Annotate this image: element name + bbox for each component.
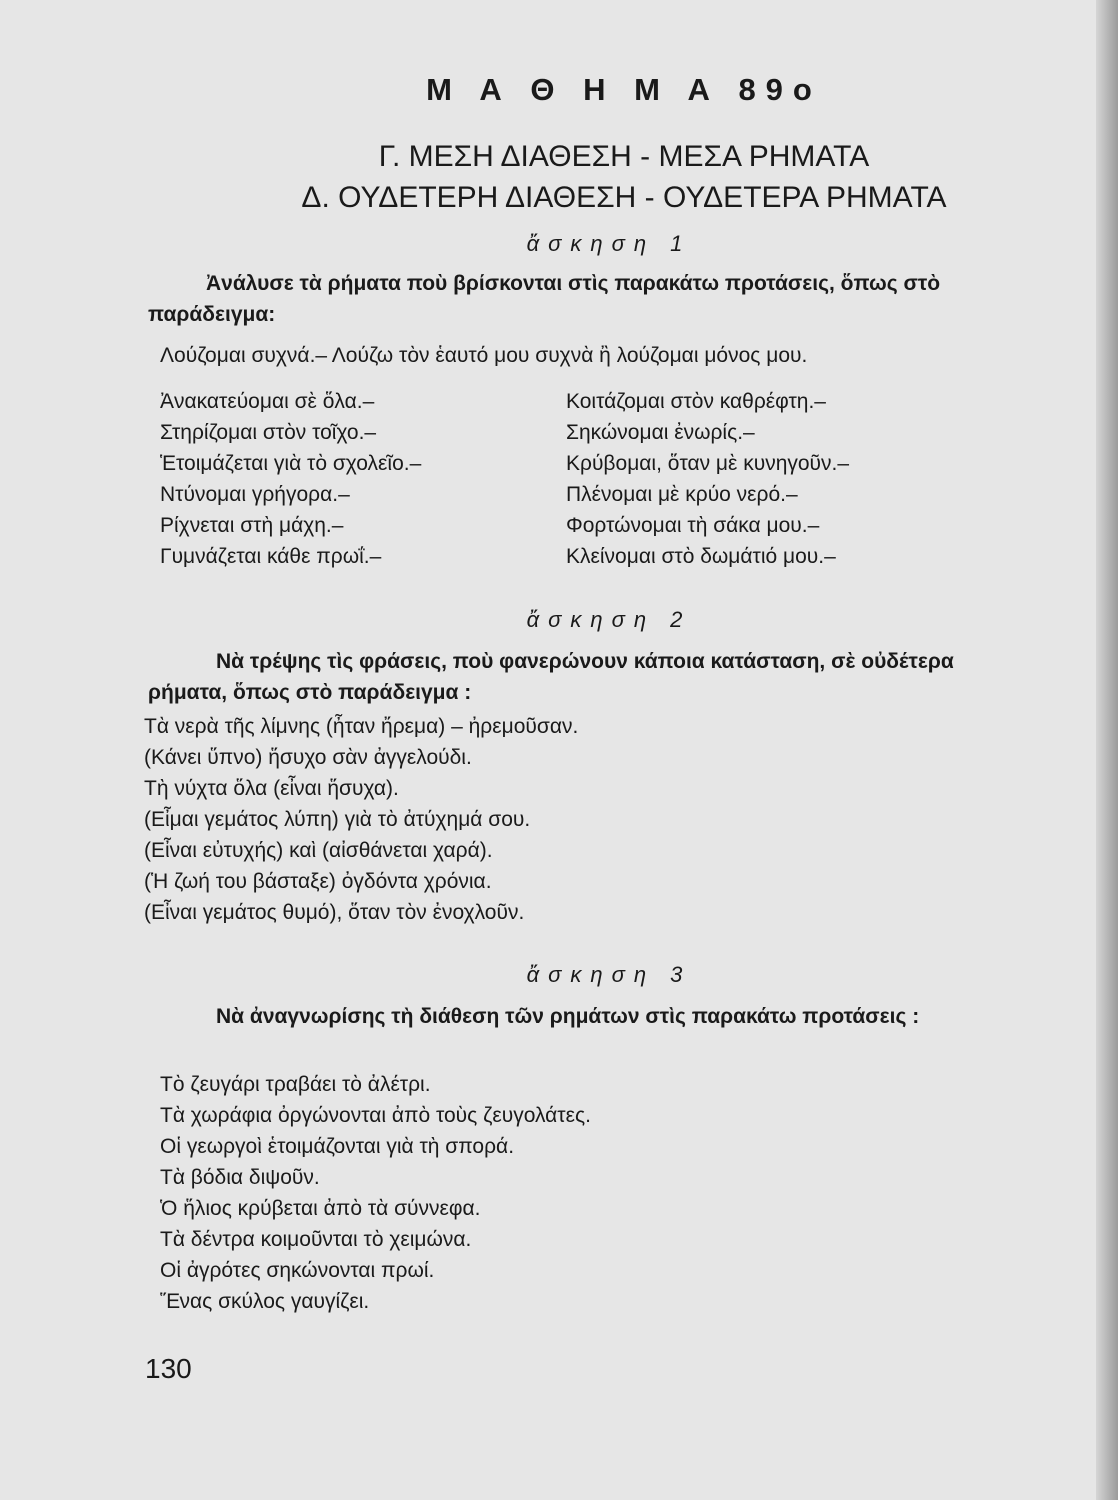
ex2-line: (Εἶναι εὐτυχής) καὶ (αἰσθάνεται χαρά). bbox=[144, 839, 493, 862]
ex3-line: Τὰ βόδια διψοῦν. bbox=[160, 1166, 320, 1189]
exercise-3-label: ἄσκηση 3 bbox=[526, 962, 692, 987]
ex3-line: Τὸ ζευγάρι τραβάει τὸ ἀλέτρι. bbox=[160, 1073, 431, 1096]
ex1-right-item: Κλείνομαι στὸ δωμάτιό μου.– bbox=[566, 545, 836, 568]
section-title-middle-voice: Γ. ΜΕΣΗ ΔΙΑΘΕΣΗ - ΜΕΣΑ ΡΗΜΑΤΑ bbox=[378, 140, 870, 173]
page-number: 130 bbox=[145, 1353, 192, 1384]
exercise-1-example: Λούζομαι συχνά.– Λούζω τὸν ἑαυτό μου συχνὰ ἢ λούζομαι μόνος μου. bbox=[160, 344, 808, 367]
exercise-1-label: ἄσκηση 1 bbox=[526, 231, 692, 256]
ex1-left-item: Στηρίζομαι στὸν τοῖχο.– bbox=[160, 421, 377, 444]
ex1-left-item: Ρίχνεται στὴ μάχη.– bbox=[160, 514, 344, 537]
exercise-2-label: ἄσκηση 2 bbox=[526, 607, 692, 632]
ex2-line: (Εἶμαι γεμάτος λύπη) γιὰ τὸ ἀτύχημά σου. bbox=[144, 808, 531, 831]
ex2-line: (Κάνει ὕπνο) ἥσυχο σὰν ἀγγελούδι. bbox=[144, 746, 472, 769]
ex1-right-item: Φορτώνομαι τὴ σάκα μου.– bbox=[566, 514, 820, 537]
exercise-3-instruction: Νὰ ἀναγνωρίσης τὴ διάθεση τῶν ρημάτων στὶς παρακάτω προτάσεις : bbox=[216, 1005, 920, 1028]
ex1-right-item: Σηκώνομαι ἐνωρίς.– bbox=[566, 421, 755, 444]
ex2-line: (Ἡ ζωή του βάσταξε) ὀγδόντα χρόνια. bbox=[144, 870, 492, 893]
ex1-left-item: Γυμνάζεται κάθε πρωΐ.– bbox=[160, 545, 382, 568]
ex3-line: Οἱ ἀγρότες σηκώνονται πρωί. bbox=[160, 1259, 435, 1282]
ex3-line: Ὁ ἥλιος κρύβεται ἀπὸ τὰ σύννεφα. bbox=[160, 1197, 481, 1220]
ex2-line: Τὰ νερὰ τῆς λίμνης (ἦταν ἤρεμα) – ἠρεμοῦσαν. bbox=[144, 715, 579, 738]
ex1-right-item: Κρύβομαι, ὅταν μὲ κυνηγοῦν.– bbox=[566, 452, 850, 475]
page-edge-shadow bbox=[1096, 0, 1118, 1500]
lesson-title: Μ Α Θ Η Μ Α 89ο bbox=[426, 72, 822, 107]
ex2-line: (Εἶναι γεμάτος θυμό), ὅταν τὸν ἐνοχλοῦν. bbox=[144, 901, 525, 924]
section-title-neutral-voice: Δ. ΟΥΔΕΤΕΡΗ ΔΙΑΘΕΣΗ - ΟΥΔΕΤΕΡΑ ΡΗΜΑΤΑ bbox=[301, 181, 947, 214]
ex1-right-item: Πλένομαι μὲ κρύο νερό.– bbox=[566, 483, 798, 506]
ex1-left-item: Ἀνακατεύομαι σὲ ὅλα.– bbox=[160, 390, 375, 413]
ex3-line: Οἱ γεωργοὶ ἑτοιμάζονται γιὰ τὴ σπορά. bbox=[160, 1135, 515, 1158]
ex3-line: Τὰ χωράφια ὀργώνονται ἀπὸ τοὺς ζευγολάτες. bbox=[160, 1104, 591, 1127]
ex2-line: Τὴ νύχτα ὅλα (εἶναι ἥσυχα). bbox=[144, 777, 399, 800]
ex1-right-item: Κοιτάζομαι στὸν καθρέφτη.– bbox=[566, 390, 826, 413]
ex1-left-item: Ἑτοιμάζεται γιὰ τὸ σχολεῖο.– bbox=[160, 452, 422, 475]
ex3-line: Τὰ δέντρα κοιμοῦνται τὸ χειμώνα. bbox=[160, 1228, 472, 1251]
exercise-2-instruction: Νὰ τρέψης τὶς φράσεις, ποὺ φανερώνουν κάποια κατάσταση, σὲ οὐδέτερα ρήματα, ὅπως στὸ παράδειγμα : bbox=[148, 650, 954, 704]
ex1-left-item: Ντύνομαι γρήγορα.– bbox=[160, 483, 350, 506]
ex3-line: Ἕνας σκύλος γαυγίζει. bbox=[160, 1290, 370, 1313]
exercise-1-instruction: Ἀνάλυσε τὰ ρήματα ποὺ βρίσκονται στὶς παρακάτω προτάσεις, ὅπως στὸ παράδειγμα: bbox=[148, 272, 941, 326]
